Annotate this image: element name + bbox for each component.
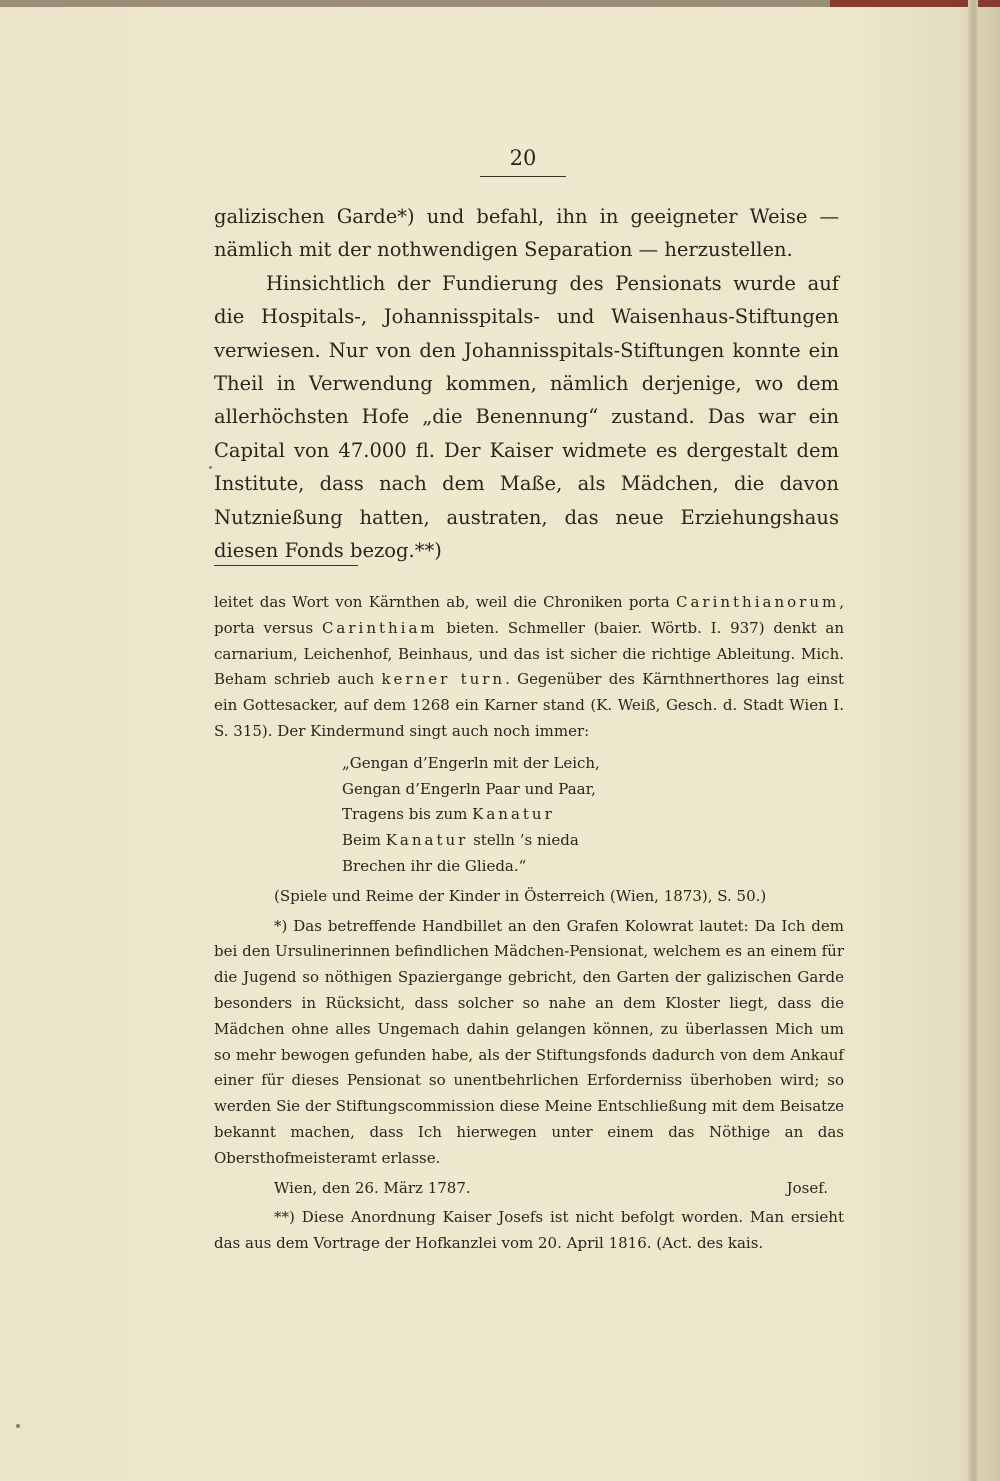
- paper-speck: [16, 1424, 20, 1428]
- footnote-star: *) Das betreffende Handbillet an den Grafen Kolowrat lautet: Da Ich dem bei den Ursulinerinnen befindlichen Mädchen-Pensionat, welchem es an einem für die Jugend so nöthigen Spaziergange gebricht, den Garten der galizischen Garde besonders in Rücksicht, dass solcher so nahe an dem Kloster liegt, dass die Mädchen ohne alles Ungemach dahin gelangen können, zu überlassen Mich um so mehr bewogen gefunden habe, als der Stiftungsfonds dadurch von dem Ankauf einer für dieses Pensionat so unentbehrlichen Erforderniss überhoben wird; so werden Sie der Stiftungscommission diese Meine Entschließung mit dem Beisatze bekannt machen, dass Ich hierwegen unter einem das Nöthige an das Obersthofmeisteramt erlasse.: [214, 916, 844, 1167]
- signature-name: Josef.: [786, 1178, 828, 1197]
- page-right-edge: [968, 0, 978, 1481]
- footnote-doublestar: **) Diese Anordnung Kaiser Josefs ist nicht befolgt worden. Man ersieht das aus dem Vortrage der Hofkanzlei vom 20. April 1816. (Act. des kais.: [214, 1208, 844, 1253]
- verse-text: Brechen ihr die Glieda.“: [342, 856, 527, 875]
- verse-line: [342, 802, 844, 828]
- verse-text: Gengan d’Engerln Paar und Paar,: [342, 779, 596, 798]
- main-paragraph-1: galizischen Garde*) und befahl, ihn in geeigneter Weise — nämlich mit der nothwendigen Separation — herzustellen.: [214, 205, 839, 262]
- signature-line: [274, 1176, 828, 1202]
- signature-place-date: Wien, den 26. März 1787.: [274, 1178, 471, 1197]
- spaced-term: Kanatur: [385, 831, 469, 850]
- spaced-term: kerner turn: [381, 670, 506, 689]
- page-number-rule: [480, 176, 566, 177]
- footnote-continued: [214, 590, 844, 745]
- main-text: [214, 200, 839, 567]
- page-number: 20: [509, 146, 537, 170]
- verse-text: „Gengan d’Engerln mit der Leich,: [342, 753, 600, 772]
- verse-source: (Spiele und Reime der Kinder in Österreich (Wien, 1873), S. 50.): [274, 886, 767, 905]
- verse-line: [342, 828, 844, 854]
- footnote-text: , porta versus: [214, 593, 844, 637]
- footnote-text: bieten. Schmeller (baier. Wörtb. I. 937) denkt an carnarium, Leichenhof, Beinhaus, und das ist sicher die richtige Ableitung. Mich. Beham schrieb auch: [214, 618, 845, 689]
- spaced-term: Carinthianorum: [675, 593, 840, 611]
- footnotes: [214, 590, 844, 1257]
- footnote-separator: [214, 565, 358, 566]
- spaced-term: Carinthiam: [321, 618, 438, 637]
- verse-text: stelln ’s nieda: [468, 831, 579, 850]
- footnote-text: . Gegenüber des Kärnthnerthores lag einst ein Gottesacker, auf dem 1268 ein Karner stand (K. Weiß, Gesch. d. Stadt Wien I. S. 315). Der Kindermund singt auch noch immer:: [214, 670, 845, 740]
- footnote-text: leitet das Wort von Kärnthen ab, weil die Chroniken porta: [214, 593, 676, 611]
- spaced-term: Kanatur: [472, 805, 555, 824]
- paper-speck: [209, 466, 212, 469]
- verse-block: [342, 751, 844, 880]
- verse-text: Beim: [342, 831, 386, 850]
- main-paragraph-2: Hinsichtlich der Fundierung des Pensionats wurde auf die Hospitals-, Johannisspitals- und Waisenhaus-Stiftungen verwiesen. Nur von den Johannisspitals-Stiftungen konnte ein Theil in Verwendung kommen, nämlich derjenige, wo dem allerhöchsten Hofe „die Benennung“ zustand. Das war ein Capital von 47.000 fl. Der Kaiser widmete es dergestalt dem Institute, dass nach dem Maße, als Mädchen, die davon Nutznießung hatten, austraten, das neue Erziehungshaus diesen Fonds bezog.**): [214, 271, 839, 563]
- verse-text: Tragens bis zum: [342, 805, 473, 824]
- verse-line: [342, 777, 844, 803]
- verse-line: [342, 751, 844, 777]
- verse-line: [342, 854, 844, 880]
